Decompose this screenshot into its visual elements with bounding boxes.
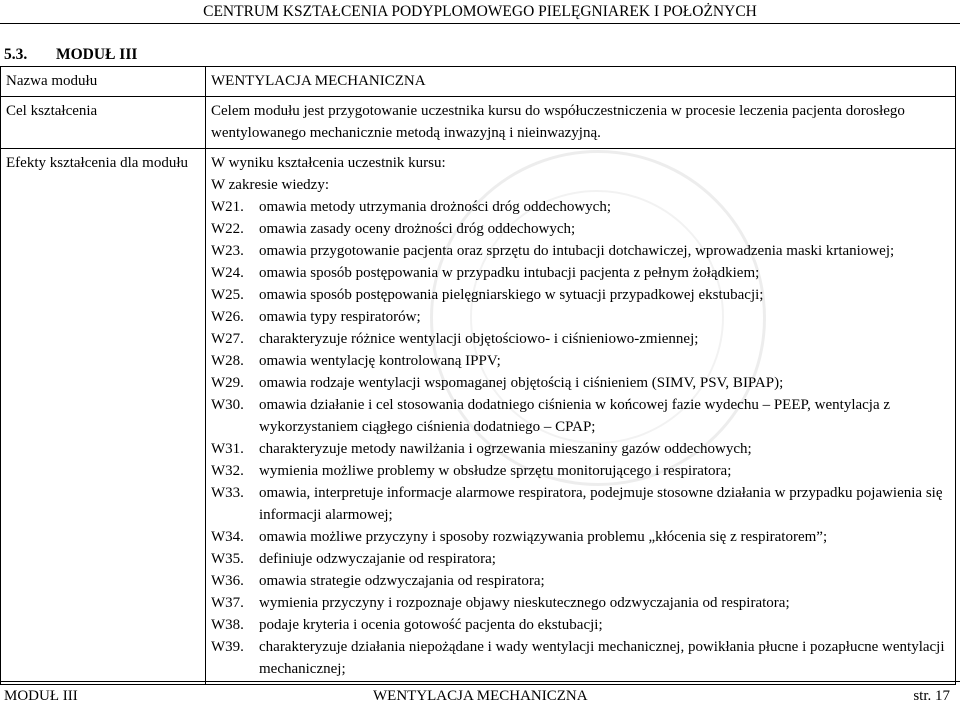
table-row-goal bbox=[1, 97, 956, 149]
item-code: W26. bbox=[211, 309, 244, 325]
header-divider bbox=[0, 23, 960, 24]
item-code: W35. bbox=[211, 551, 244, 567]
effects-label: Efekty kształcenia dla modułu bbox=[1, 149, 206, 685]
item-code: W21. bbox=[211, 199, 244, 215]
item-text: wymienia przyczyny i rozpoznaje objawy nieskutecznego odzwyczajania od respiratora; bbox=[259, 595, 790, 611]
name-label: Nazwa modułu bbox=[1, 67, 206, 97]
list-item bbox=[211, 592, 950, 614]
list-item bbox=[211, 218, 950, 240]
table-row-name bbox=[1, 67, 956, 97]
item-text: omawia przygotowanie pacjenta oraz sprzętu do intubacji dotchawiczej, wprowadzenia maski krtaniowej; bbox=[259, 243, 895, 259]
item-text: omawia strategie odzwyczajania od respiratora; bbox=[259, 573, 545, 589]
list-item bbox=[211, 570, 950, 592]
item-text: charakteryzuje różnice wentylacji objętościowo- i ciśnieniowo-zmiennej; bbox=[259, 331, 699, 347]
item-code: W36. bbox=[211, 573, 244, 589]
effects-cell bbox=[206, 149, 956, 685]
item-text: charakteryzuje metody nawilżania i ogrzewania mieszaniny gazów oddechowych; bbox=[259, 441, 752, 457]
footer-page-number: str. 17 bbox=[913, 688, 950, 704]
list-item bbox=[211, 240, 950, 262]
section-name: MODUŁ III bbox=[56, 46, 138, 63]
list-item bbox=[211, 196, 950, 218]
item-code: W38. bbox=[211, 617, 244, 633]
list-item bbox=[211, 614, 950, 636]
item-text: omawia typy respiratorów; bbox=[259, 309, 421, 325]
list-item bbox=[211, 394, 950, 438]
item-code: W31. bbox=[211, 441, 244, 457]
goal-value: Celem modułu jest przygotowanie uczestnika kursu do współuczestniczenia w procesie leczenia pacjenta dorosłego wentylowanego mechanicznie metodą inwazyjną i nieinwazyjną. bbox=[206, 97, 956, 149]
list-item bbox=[211, 636, 950, 680]
item-text: omawia wentylację kontrolowaną IPPV; bbox=[259, 353, 501, 369]
item-text: wymienia możliwe problemy w obsłudze sprzętu monitorującego i respiratora; bbox=[259, 463, 732, 479]
item-text: omawia sposób postępowania w przypadku intubacji pacjenta z pełnym żołądkiem; bbox=[259, 265, 760, 281]
item-text: omawia działanie i cel stosowania dodatniego ciśnienia w końcowej fazie wydechu – PEEP, wentylacja z wykorzystaniem ciągłego ciśnienia dodatniego – CPAP; bbox=[259, 397, 891, 435]
table-row-effects bbox=[1, 149, 956, 685]
effects-scope: W zakresie wiedzy: bbox=[211, 177, 330, 193]
list-item bbox=[211, 460, 950, 482]
item-code: W39. bbox=[211, 639, 244, 655]
list-item bbox=[211, 482, 950, 526]
footer-title: WENTYLACJA MECHANICZNA bbox=[373, 688, 588, 704]
module-table bbox=[0, 66, 956, 685]
list-item bbox=[211, 262, 950, 284]
item-text: omawia sposób postępowania pielęgniarskiego w sytuacji przypadkowej ekstubacji; bbox=[259, 287, 764, 303]
section-title bbox=[4, 46, 137, 64]
section-number: 5.3. bbox=[4, 46, 28, 63]
goal-label: Cel kształcenia bbox=[1, 97, 206, 149]
item-code: W27. bbox=[211, 331, 244, 347]
item-text: omawia zasady oceny drożności dróg oddechowych; bbox=[259, 221, 576, 237]
footer-divider bbox=[0, 681, 960, 682]
item-code: W32. bbox=[211, 463, 244, 479]
item-code: W28. bbox=[211, 353, 244, 369]
list-item bbox=[211, 526, 950, 548]
item-code: W29. bbox=[211, 375, 244, 391]
item-code: W30. bbox=[211, 397, 244, 413]
item-code: W24. bbox=[211, 265, 244, 281]
item-text: omawia metody utrzymania drożności dróg oddechowych; bbox=[259, 199, 611, 215]
item-text: podaje kryteria i ocenia gotowość pacjenta do ekstubacji; bbox=[259, 617, 603, 633]
item-code: W33. bbox=[211, 485, 244, 501]
name-value: WENTYLACJA MECHANICZNA bbox=[206, 67, 956, 97]
page-header: CENTRUM KSZTAŁCENIA PODYPLOMOWEGO PIELĘGNIAREK I POŁOŻNYCH bbox=[203, 3, 757, 20]
footer-module: MODUŁ III bbox=[4, 688, 78, 704]
item-code: W23. bbox=[211, 243, 244, 259]
item-text: omawia rodzaje wentylacji wspomaganej objętością i ciśnieniem (SIMV, PSV, BIPAP); bbox=[259, 375, 784, 391]
item-code: W25. bbox=[211, 287, 244, 303]
item-code: W37. bbox=[211, 595, 244, 611]
effects-intro: W wyniku kształcenia uczestnik kursu: bbox=[211, 155, 446, 171]
effects-list bbox=[211, 196, 950, 680]
item-text: charakteryzuje działania niepożądane i wady wentylacji mechanicznej, powikłania płucne i pozapłucne wentylacji mechanicznej; bbox=[259, 639, 945, 677]
list-item bbox=[211, 372, 950, 394]
list-item bbox=[211, 438, 950, 460]
item-code: W22. bbox=[211, 221, 244, 237]
list-item bbox=[211, 350, 950, 372]
item-code: W34. bbox=[211, 529, 244, 545]
list-item bbox=[211, 284, 950, 306]
list-item bbox=[211, 328, 950, 350]
item-text: omawia, interpretuje informacje alarmowe respiratora, podejmuje stosowne działania w przypadku pojawienia się informacji alarmowej; bbox=[259, 485, 943, 523]
list-item bbox=[211, 548, 950, 570]
item-text: omawia możliwe przyczyny i sposoby rozwiązywania problemu „kłócenia się z respiratorem”; bbox=[259, 529, 828, 545]
list-item bbox=[211, 306, 950, 328]
item-text: definiuje odzwyczajanie od respiratora; bbox=[259, 551, 496, 567]
